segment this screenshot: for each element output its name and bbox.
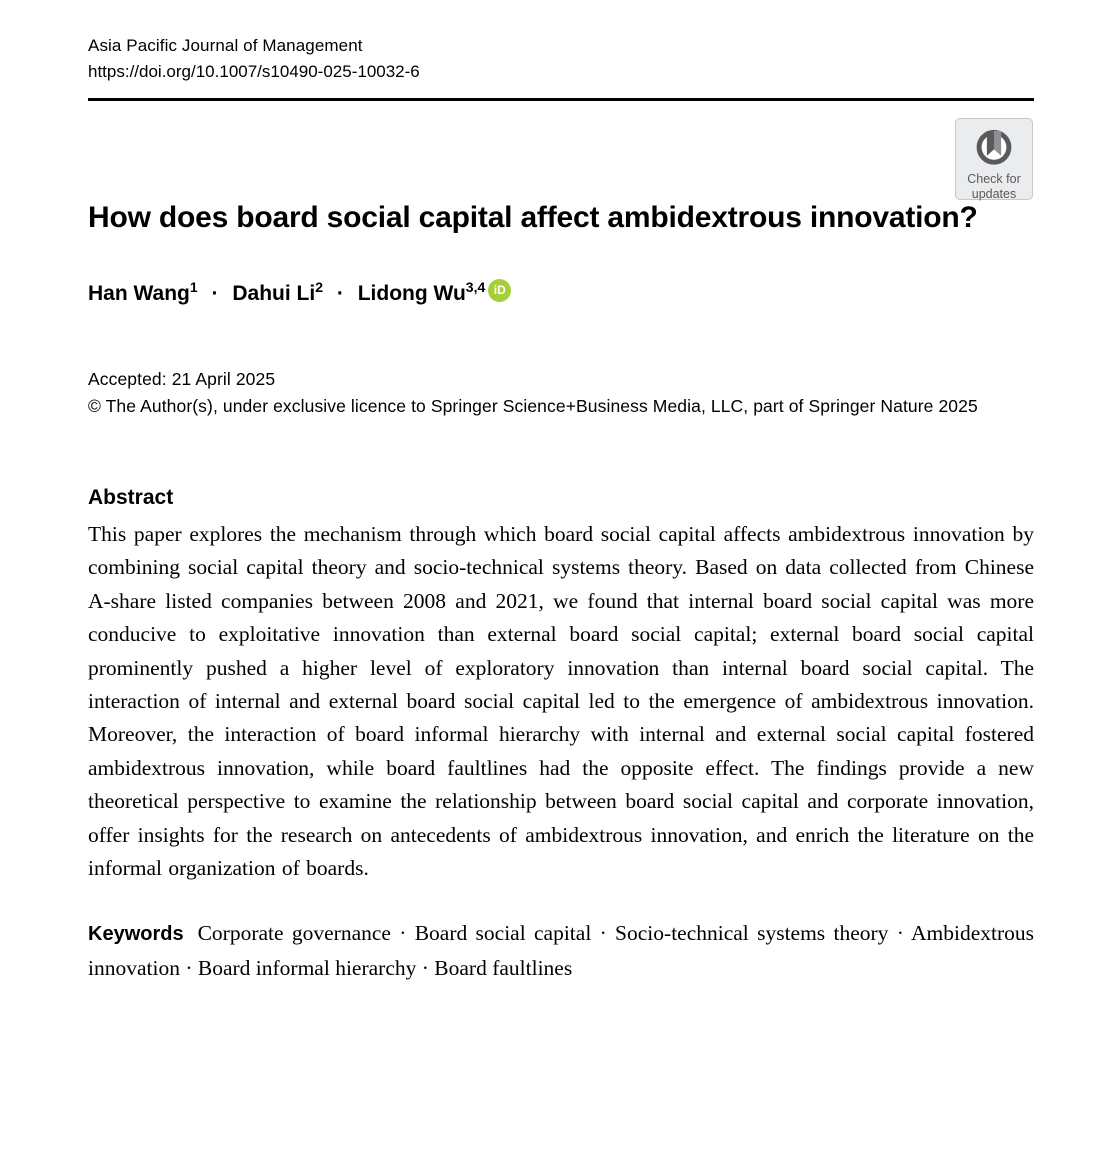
abstract-section xyxy=(88,483,1034,885)
author-name: Dahui Li$^2$ xyxy=(232,279,324,305)
journal-header xyxy=(88,33,1034,85)
article-title: How does board social capital affect ambidextrous innovation? xyxy=(88,201,978,234)
abstract-text: This paper explores the mechanism through which board social capital affects ambidextrous innovation by combining social capital theory and socio-technical systems theory. Based on data collected from Chinese A-share listed companies between 2008 and 2021, we found that internal board social capital was more conducive to exploitative innovation than external board social capital; external board social capital prominently pushed a higher level of exploratory innovation than internal board social capital. The interaction of internal and external board social capital led to the emergence of ambidextrous innovation. Moreover, the interaction of board informal hierarchy with internal and external social capital fostered ambidextrous innovation, while board faultlines had the opposite effect. The findings provide a new theoretical perspective to examine the relationship between board social capital and corporate innovation, offer insights for the research on antecedents of ambidextrous innovation, and enrich the literature on the informal organization of boards. xyxy=(88,522,1034,881)
journal-name: Asia Pacific Journal of Management xyxy=(88,36,363,55)
author-affiliation-sup: 3,4 xyxy=(465,279,486,295)
author-separator: · xyxy=(336,282,344,305)
doi-link[interactable]: https://doi.org/10.1007/s10490-025-10032-6 xyxy=(88,62,420,81)
keywords-label: Keywords xyxy=(88,923,184,946)
author-line xyxy=(88,279,1034,309)
check-for-updates-label: Check for updates xyxy=(967,172,1021,201)
author-separator: · xyxy=(211,282,219,305)
header-rule xyxy=(88,98,1034,101)
check-for-updates-badge[interactable] xyxy=(955,118,1033,200)
crossmark-icon xyxy=(971,126,1017,170)
author-name: Lidong Wu$^{3,4}$ xyxy=(357,279,486,305)
copyright-notice: © The Author(s), under exclusive licence to Springer Science+Business Media, LLC, part of Springer Nature 2025 xyxy=(88,395,978,416)
orcid-icon[interactable]: iD xyxy=(488,279,511,302)
article-meta xyxy=(88,366,1034,419)
author-name: Han Wang$^1$ xyxy=(88,279,198,305)
author-affiliation-sup: 2 xyxy=(315,279,324,295)
abstract-heading: Abstract xyxy=(88,486,174,509)
keywords-line xyxy=(88,917,1034,985)
keywords-text: Corporate governance · Board social capital · Socio-technical systems theory · Ambidextrous innovation · Board informal hierarchy · Board faultlines xyxy=(88,921,1034,980)
author-affiliation-sup: 1 xyxy=(189,279,198,295)
accepted-date: Accepted: 21 April 2025 xyxy=(88,369,276,389)
